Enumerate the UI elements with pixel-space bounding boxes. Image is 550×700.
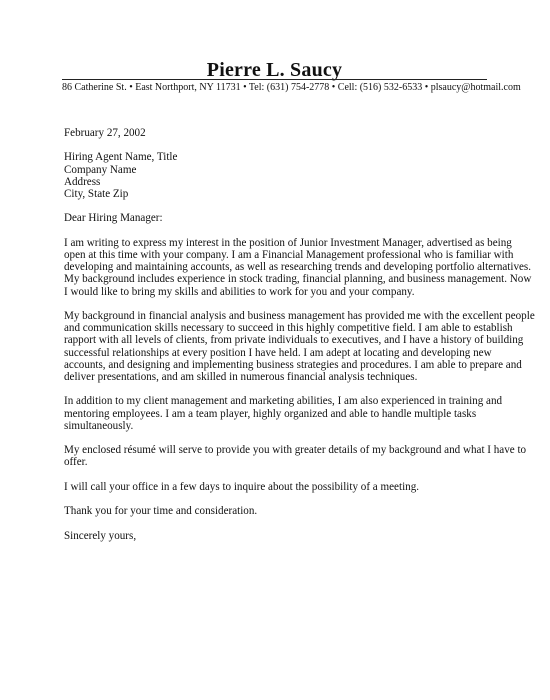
paragraph-line: rapport with all levels of clients, from private individuals to executives, and I have a history of building [64,334,524,347]
paragraph-line: and communication skills necessary to succeed in this highly competitive field. I am able to establish [64,322,513,335]
paragraph-management [64,395,503,432]
sender-name: Pierre L. Saucy [206,59,343,81]
paragraph-line: My background in financial analysis and business management has provided me with the excellent people [64,309,535,322]
recipient-line: City, State Zip [64,188,129,200]
paragraph-line: My background includes experience in stock trading, financial planning, and business management. Now [64,273,532,286]
paragraph-line: developing and maintaining accounts, as well as researching trends and developing portfolio alternatives. [64,261,532,274]
paragraph-line: I will call your office in a few days to inquire about the possibility of a meeting. [64,480,420,493]
paragraph-background [64,309,535,383]
paragraph-interest [64,236,532,298]
recipient-line: Address [64,175,101,188]
recipient-line: Company Name [64,163,137,176]
paragraph-line: open at this time with your company. I am a Financial Management professional who is familiar with [64,248,514,261]
paragraph-line: I would like to bring my skills and abilities to work for you and your company. [64,285,415,298]
paragraph-follow-up [64,481,494,493]
paragraph-line: My enclosed résumé will serve to provide you with greater details of my background and what I have to [64,444,527,457]
salutation: Dear Hiring Manager: [64,212,163,225]
letter-date: February 27, 2002 [64,127,146,139]
paragraph-line: In addition to my client management and marketing abilities, I am also experienced in training and [64,395,503,408]
paragraph-line: offer. [64,456,88,469]
recipient-address [64,151,494,200]
paragraph-line: accounts, and designing and implementing business strategies and procedures. I am able to prepare and [64,358,522,371]
recipient-line: Hiring Agent Name, Title [64,151,178,164]
letter-body [64,127,535,542]
paragraph-line: simultaneously. [64,419,134,432]
header-divider [62,79,487,80]
paragraph-line: mentoring employees. I am a team player, highly organized and able to handle multiple tasks [64,407,477,420]
closing: Sincerely yours, [64,529,137,542]
paragraph-resume [64,444,527,469]
paragraph-line: successful relationships at every position I have held. I am adept at locating and developing new [64,346,492,359]
paragraph-line: deliver presentations, and am skilled in numerous financial analysis techniques. [64,371,418,383]
paragraph-line: I am writing to express my interest in the position of Junior Investment Manager, advertised as being [64,236,512,249]
paragraph-line: Thank you for your time and consideration. [64,505,258,518]
paragraph-thanks [64,505,494,517]
sender-contact-line: 86 Catherine St. • East Northport, NY 11731 • Tel: (631) 754-2778 • Cell: (516) 532-6533 • plsaucy@hotmail.com [62,82,521,93]
